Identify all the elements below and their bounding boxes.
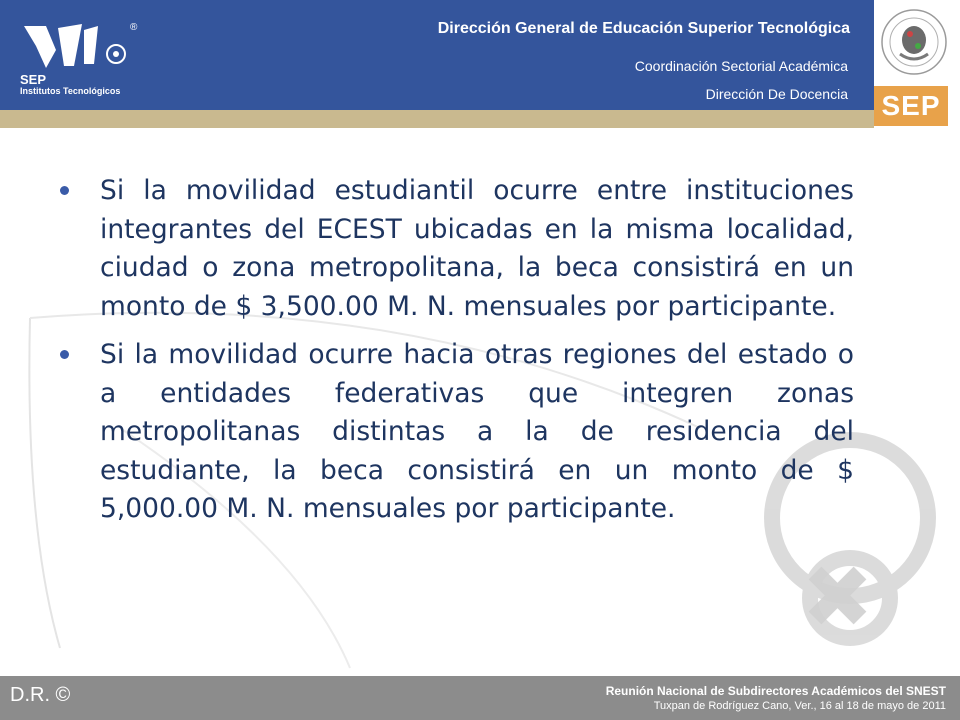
bullet-icon (60, 350, 69, 359)
logo-acronym: SEP (20, 72, 47, 87)
logo-subtitle: Institutos Tecnológicos (20, 86, 121, 96)
bullet-item (60, 172, 854, 326)
header-subtitle-coordinacion: Coordinación Sectorial Académica (634, 58, 848, 74)
bullet-text: Si la movilidad ocurre hacia otras regiones del estado o a entidades federativas que integren zonas metropolitanas distintas a la de residencia del estudiante, la beca consistirá en un monto de $ 5,000.00 M. N. mensuales por participante. (100, 339, 854, 524)
footer-event-title: Reunión Nacional de Subdirectores Académicos del SNEST (605, 684, 946, 698)
mexico-coat-of-arms-icon (874, 0, 960, 86)
footer-copyright: D.R. © (10, 684, 71, 706)
sep-badge: SEP (874, 86, 948, 126)
header-gold-strip (0, 110, 874, 128)
header-title: Dirección General de Educación Superior Tecnológica (437, 20, 850, 37)
bullet-icon (60, 186, 69, 195)
slide-body (60, 172, 854, 539)
footer-bar (0, 676, 960, 720)
institutos-logo-icon (18, 20, 128, 72)
header-subtitle-direccion: Dirección De Docencia (705, 86, 848, 102)
footer-event-location: Tuxpan de Rodríguez Cano, Ver., 16 al 18 de mayo de 2011 (653, 700, 946, 712)
bullet-text: Si la movilidad estudiantil ocurre entre instituciones integrantes del ECEST ubicadas en la misma localidad, ciudad o zona metropolitana, la beca consistirá en un monto de $ 3,500.00 M. N. mensuales por participante. (100, 175, 854, 322)
bullet-item (60, 336, 854, 529)
registered-mark: ® (130, 22, 138, 33)
